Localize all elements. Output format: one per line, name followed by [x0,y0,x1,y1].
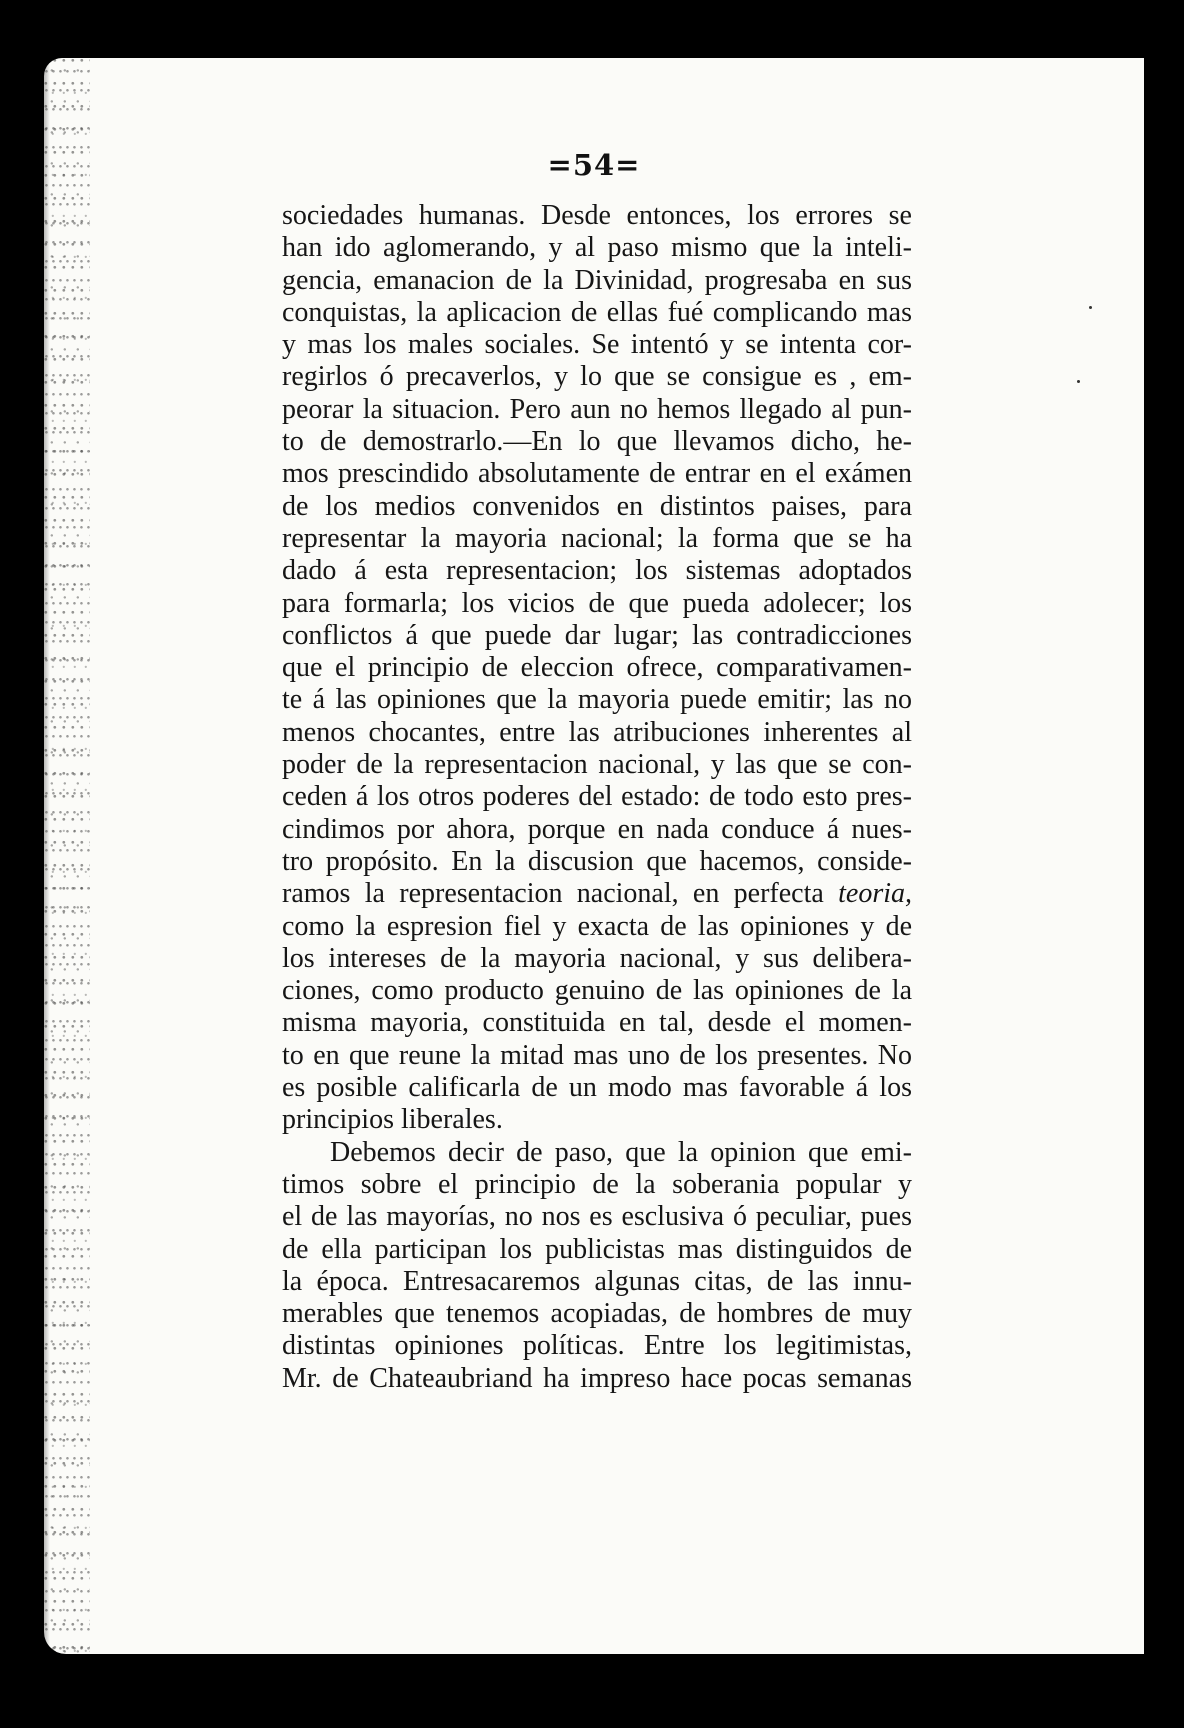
text-line: que el principio de eleccion ofrece, comparativamen- [282,652,912,684]
body-text [282,200,912,1395]
text-line: peorar la situacion. Pero aun no hemos llegado al pun- [282,393,912,425]
text-line: timos sobre el principio de la soberania popular y [282,1168,912,1200]
text-line: para formarla; los vicios de que pueda adolecer; los [282,587,912,619]
text-line: poder de la representacion nacional, y las que se con- [282,749,912,781]
text-line: menos chocantes, entre las atribuciones inherentes al [282,716,912,748]
text-line: como la espresion fiel y exacta de las opiniones y de [282,910,912,942]
text-line: los intereses de la mayoria nacional, y sus delibera- [282,942,912,974]
text-line: te á las opiniones que la mayoria puede emitir; las no [282,684,912,716]
speck [1077,380,1080,383]
text-line: principios liberales. [282,1104,503,1136]
text-line: tro propósito. En la discusion que hacemos, conside- [282,845,912,877]
text-line: to de demostrarlo.—En lo que llevamos dicho, he- [282,426,912,458]
text-line: el de las mayorías, no nos es esclusiva ó peculiar, pues [282,1201,912,1233]
text-line: de ella participan los publicistas mas distinguidos de [282,1233,912,1265]
paragraph-2 [282,1137,912,1395]
book-page [44,58,1144,1654]
text-line: de los medios convenidos en distintos paises, para [282,490,912,522]
text-segment: ramos la representacion nacional, en perfecta [282,878,824,910]
text-line: conquistas, la aplicacion de ellas fué complicando mas [282,296,912,328]
text-line: es posible calificarla de un modo mas favorable á los [282,1072,912,1104]
text-line: dado á esta representacion; los sistemas adoptados [282,555,912,587]
text-line: han ido aglomerando, y al paso mismo que la inteli- [282,232,912,264]
text-line: conflictos á que puede dar lugar; las contradicciones [282,619,912,651]
text-line: distintas opiniones políticas. Entre los legitimistas, [282,1330,912,1362]
page-binding-edge [44,58,90,1654]
text-line: ciones, como producto genuino de las opiniones de la [282,975,912,1007]
italic-word: teoria, [838,878,912,910]
text-line: y mas los males sociales. Se intentó y se intenta cor- [282,329,912,361]
text-line: misma mayoria, constituida en tal, desde el momen- [282,1007,912,1039]
text-line: la época. Entresacaremos algunas citas, de las innu- [282,1265,912,1297]
paragraph-1 [282,200,912,1137]
text-line: to en que reune la mitad mas uno de los presentes. No [282,1039,912,1071]
text-line: cindimos por ahora, porque en nada conduce á nues- [282,813,912,845]
text-line: Debemos decir de paso, que la opinion que emi- [330,1136,912,1168]
text-line-with-italic [282,878,912,910]
text-line: gencia, emanacion de la Divinidad, progresaba en sus [282,264,912,296]
text-line: sociedades humanas. Desde entonces, los errores se [282,200,912,231]
text-line: ceden á los otros poderes del estado: de todo esto pres- [282,781,912,813]
text-line: merables que tenemos acopiadas, de hombres de muy [282,1298,912,1330]
text-line: mos prescindido absolutamente de entrar en el exámen [282,458,912,490]
page-number: =54= [547,148,641,182]
text-line: regirlos ó precaverlos, y lo que se consigue es , em- [282,361,912,393]
text-line: representar la mayoria nacional; la forma que se ha [282,522,912,554]
text-line: Mr. de Chateaubriand ha impreso hace pocas semanas [282,1362,912,1394]
speck [1089,306,1092,309]
